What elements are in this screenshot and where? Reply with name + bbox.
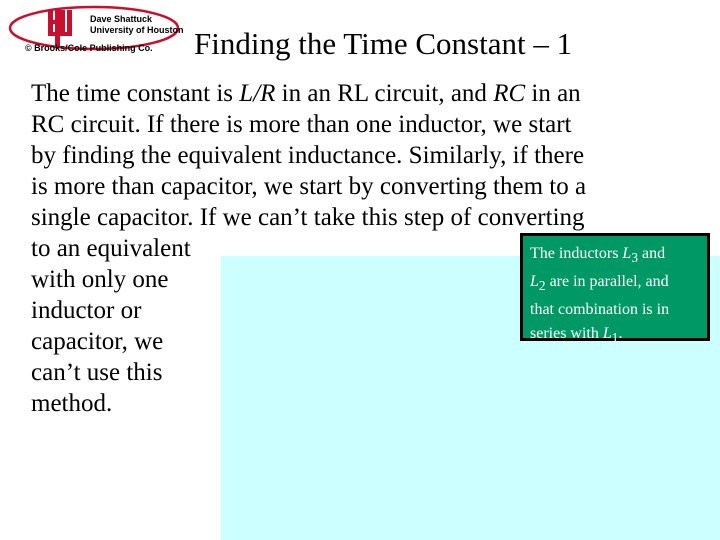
callout-line: $L_2$ are in parallel, and	[530, 273, 669, 294]
logo-university: University of Houston	[90, 25, 184, 35]
callout-line: series with $L_1$.	[530, 325, 623, 346]
body-line: by finding the equivalent inductance. Similarly, if there	[31, 142, 585, 169]
callout-line: that combination is in	[530, 301, 670, 319]
slide-title: Finding the Time Constant – 1	[194, 26, 573, 61]
body-line: capacitor, we	[31, 328, 164, 355]
logo-author: Dave Shattuck	[90, 14, 153, 24]
body-line: RC circuit. If there is more than one inductor, we start	[31, 111, 572, 138]
body-line: single capacitor. If we can’t take this step of converting	[31, 204, 585, 231]
body-line: The time constant is L/R in an RL circuit, and RC in an	[31, 80, 581, 107]
body-line: is more than capacitor, we start by converting them to a	[31, 173, 587, 200]
body-line: to an equivalent	[31, 235, 191, 262]
body-line: method.	[31, 390, 113, 417]
university-logo	[8, 4, 184, 58]
body-line: with only one	[31, 266, 169, 293]
body-line: can’t use this	[31, 359, 163, 386]
callout-box	[520, 233, 710, 346]
body-line: inductor or	[31, 297, 142, 324]
logo-publisher: © Brooks/Cole Publishing Co.	[25, 43, 153, 53]
callout-line: The inductors $L_3$ and	[530, 245, 666, 266]
